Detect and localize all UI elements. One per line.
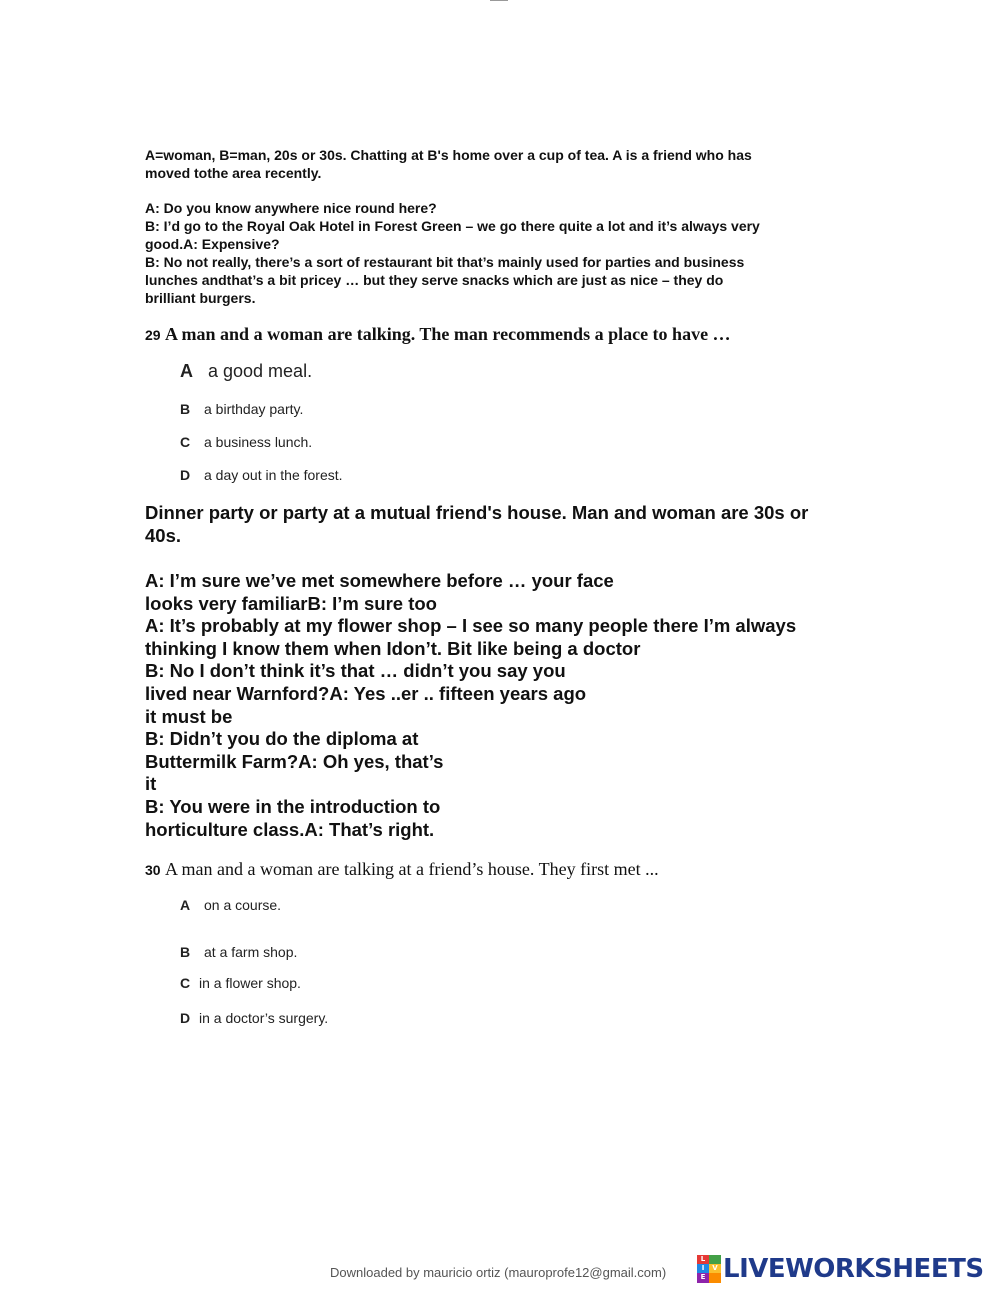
question-29 bbox=[145, 324, 731, 345]
option-text: a business lunch. bbox=[204, 434, 313, 450]
option-letter: C bbox=[180, 975, 191, 991]
dialogue-line: B: You were in the introduction to bbox=[145, 795, 441, 817]
option-letter: B bbox=[180, 944, 191, 960]
passage2-intro-line: 40s. bbox=[145, 524, 182, 546]
option-29-d[interactable] bbox=[180, 467, 343, 483]
option-letter: A bbox=[180, 361, 193, 381]
passage1-intro bbox=[145, 146, 845, 182]
option-29-a[interactable] bbox=[180, 361, 312, 382]
option-text: a birthday party. bbox=[204, 401, 304, 417]
passage1-intro-line: A=woman, B=man, 20s or 30s. Chatting at B's home over a cup of tea. A is a friend who has bbox=[145, 147, 752, 163]
option-text: a good meal. bbox=[208, 361, 313, 381]
dialogue-line: A: It’s probably at my flower shop – I see so many people there I’m always bbox=[145, 615, 797, 637]
option-letter: C bbox=[180, 434, 191, 450]
dialogue-line: thinking I know them when Idon’t. Bit like being a doctor bbox=[145, 637, 641, 659]
option-30-d[interactable] bbox=[180, 1010, 328, 1026]
dialogue-line: lived near Warnford?A: Yes ..er .. fifteen years ago bbox=[145, 682, 587, 704]
option-text: at a farm shop. bbox=[204, 944, 298, 960]
passage2-intro-line: Dinner party or party at a mutual friend's house. Man and woman are 30s or bbox=[145, 502, 809, 523]
question-number: 30 bbox=[145, 862, 161, 878]
question-30 bbox=[145, 859, 659, 880]
dialogue-line: A: Do you know anywhere nice round here? bbox=[145, 200, 437, 216]
dialogue-line: brilliant burgers. bbox=[145, 290, 256, 306]
download-credit: Downloaded by mauricio ortiz (mauroprofe12@gmail.com) bbox=[330, 1265, 667, 1280]
dialogue-line: it bbox=[145, 773, 157, 795]
dialogue-line: looks very familiarB: I’m sure too bbox=[145, 592, 437, 614]
passage2-dialogue bbox=[145, 570, 845, 841]
option-text: a day out in the forest. bbox=[204, 467, 343, 483]
dialogue-line: lunches andthat’s a bit pricey … but they serve snacks which are just as nice – they do bbox=[145, 272, 724, 288]
option-text: in a doctor’s surgery. bbox=[199, 1010, 329, 1026]
logo-block: I bbox=[697, 1264, 709, 1273]
dialogue-line: B: Didn’t you do the diploma at bbox=[145, 728, 419, 750]
logo-block: E bbox=[697, 1273, 709, 1283]
option-letter: D bbox=[180, 1010, 191, 1026]
option-30-a[interactable] bbox=[180, 897, 281, 913]
option-30-b[interactable] bbox=[180, 944, 297, 960]
option-text: on a course. bbox=[204, 897, 282, 913]
dialogue-line: Buttermilk Farm?A: Oh yes, that’s bbox=[145, 750, 444, 772]
logo-block bbox=[709, 1273, 721, 1283]
logo-block: V bbox=[709, 1264, 721, 1273]
question-number: 29 bbox=[145, 327, 161, 343]
dialogue-line: it must be bbox=[145, 705, 233, 727]
page-top-mark bbox=[490, 0, 508, 1]
logo-block bbox=[709, 1255, 721, 1264]
option-letter: A bbox=[180, 897, 191, 913]
passage2-intro bbox=[145, 502, 845, 547]
question-text: A man and a woman are talking at a friend’s house. They first met ... bbox=[165, 859, 659, 879]
option-letter: B bbox=[180, 401, 191, 417]
brand-name: LIVEWORKSHEETS bbox=[723, 1254, 984, 1284]
passage1-intro-line: moved tothe area recently. bbox=[145, 165, 322, 181]
question-text: A man and a woman are talking. The man recommends a place to have … bbox=[165, 324, 731, 344]
option-29-b[interactable] bbox=[180, 401, 303, 417]
dialogue-line: B: No not really, there’s a sort of restaurant bit that’s mainly used for parties and business bbox=[145, 254, 745, 270]
option-letter: D bbox=[180, 467, 191, 483]
logo-block: L bbox=[697, 1255, 709, 1264]
dialogue-line: B: No I don’t think it’s that … didn’t you say you bbox=[145, 660, 566, 682]
option-29-c[interactable] bbox=[180, 434, 312, 450]
option-30-c[interactable] bbox=[180, 975, 301, 991]
dialogue-line: A: I’m sure we’ve met somewhere before … your face bbox=[145, 570, 614, 591]
dialogue-line: horticulture class.A: That’s right. bbox=[145, 818, 435, 840]
liveworksheets-logo[interactable] bbox=[697, 1254, 984, 1284]
logo-blocks-icon bbox=[697, 1255, 721, 1283]
dialogue-line: B: I’d go to the Royal Oak Hotel in Forest Green – we go there quite a lot and it’s always very bbox=[145, 218, 760, 234]
option-text: in a flower shop. bbox=[199, 975, 301, 991]
dialogue-line: good.A: Expensive? bbox=[145, 236, 280, 252]
passage1-dialogue bbox=[145, 199, 845, 307]
